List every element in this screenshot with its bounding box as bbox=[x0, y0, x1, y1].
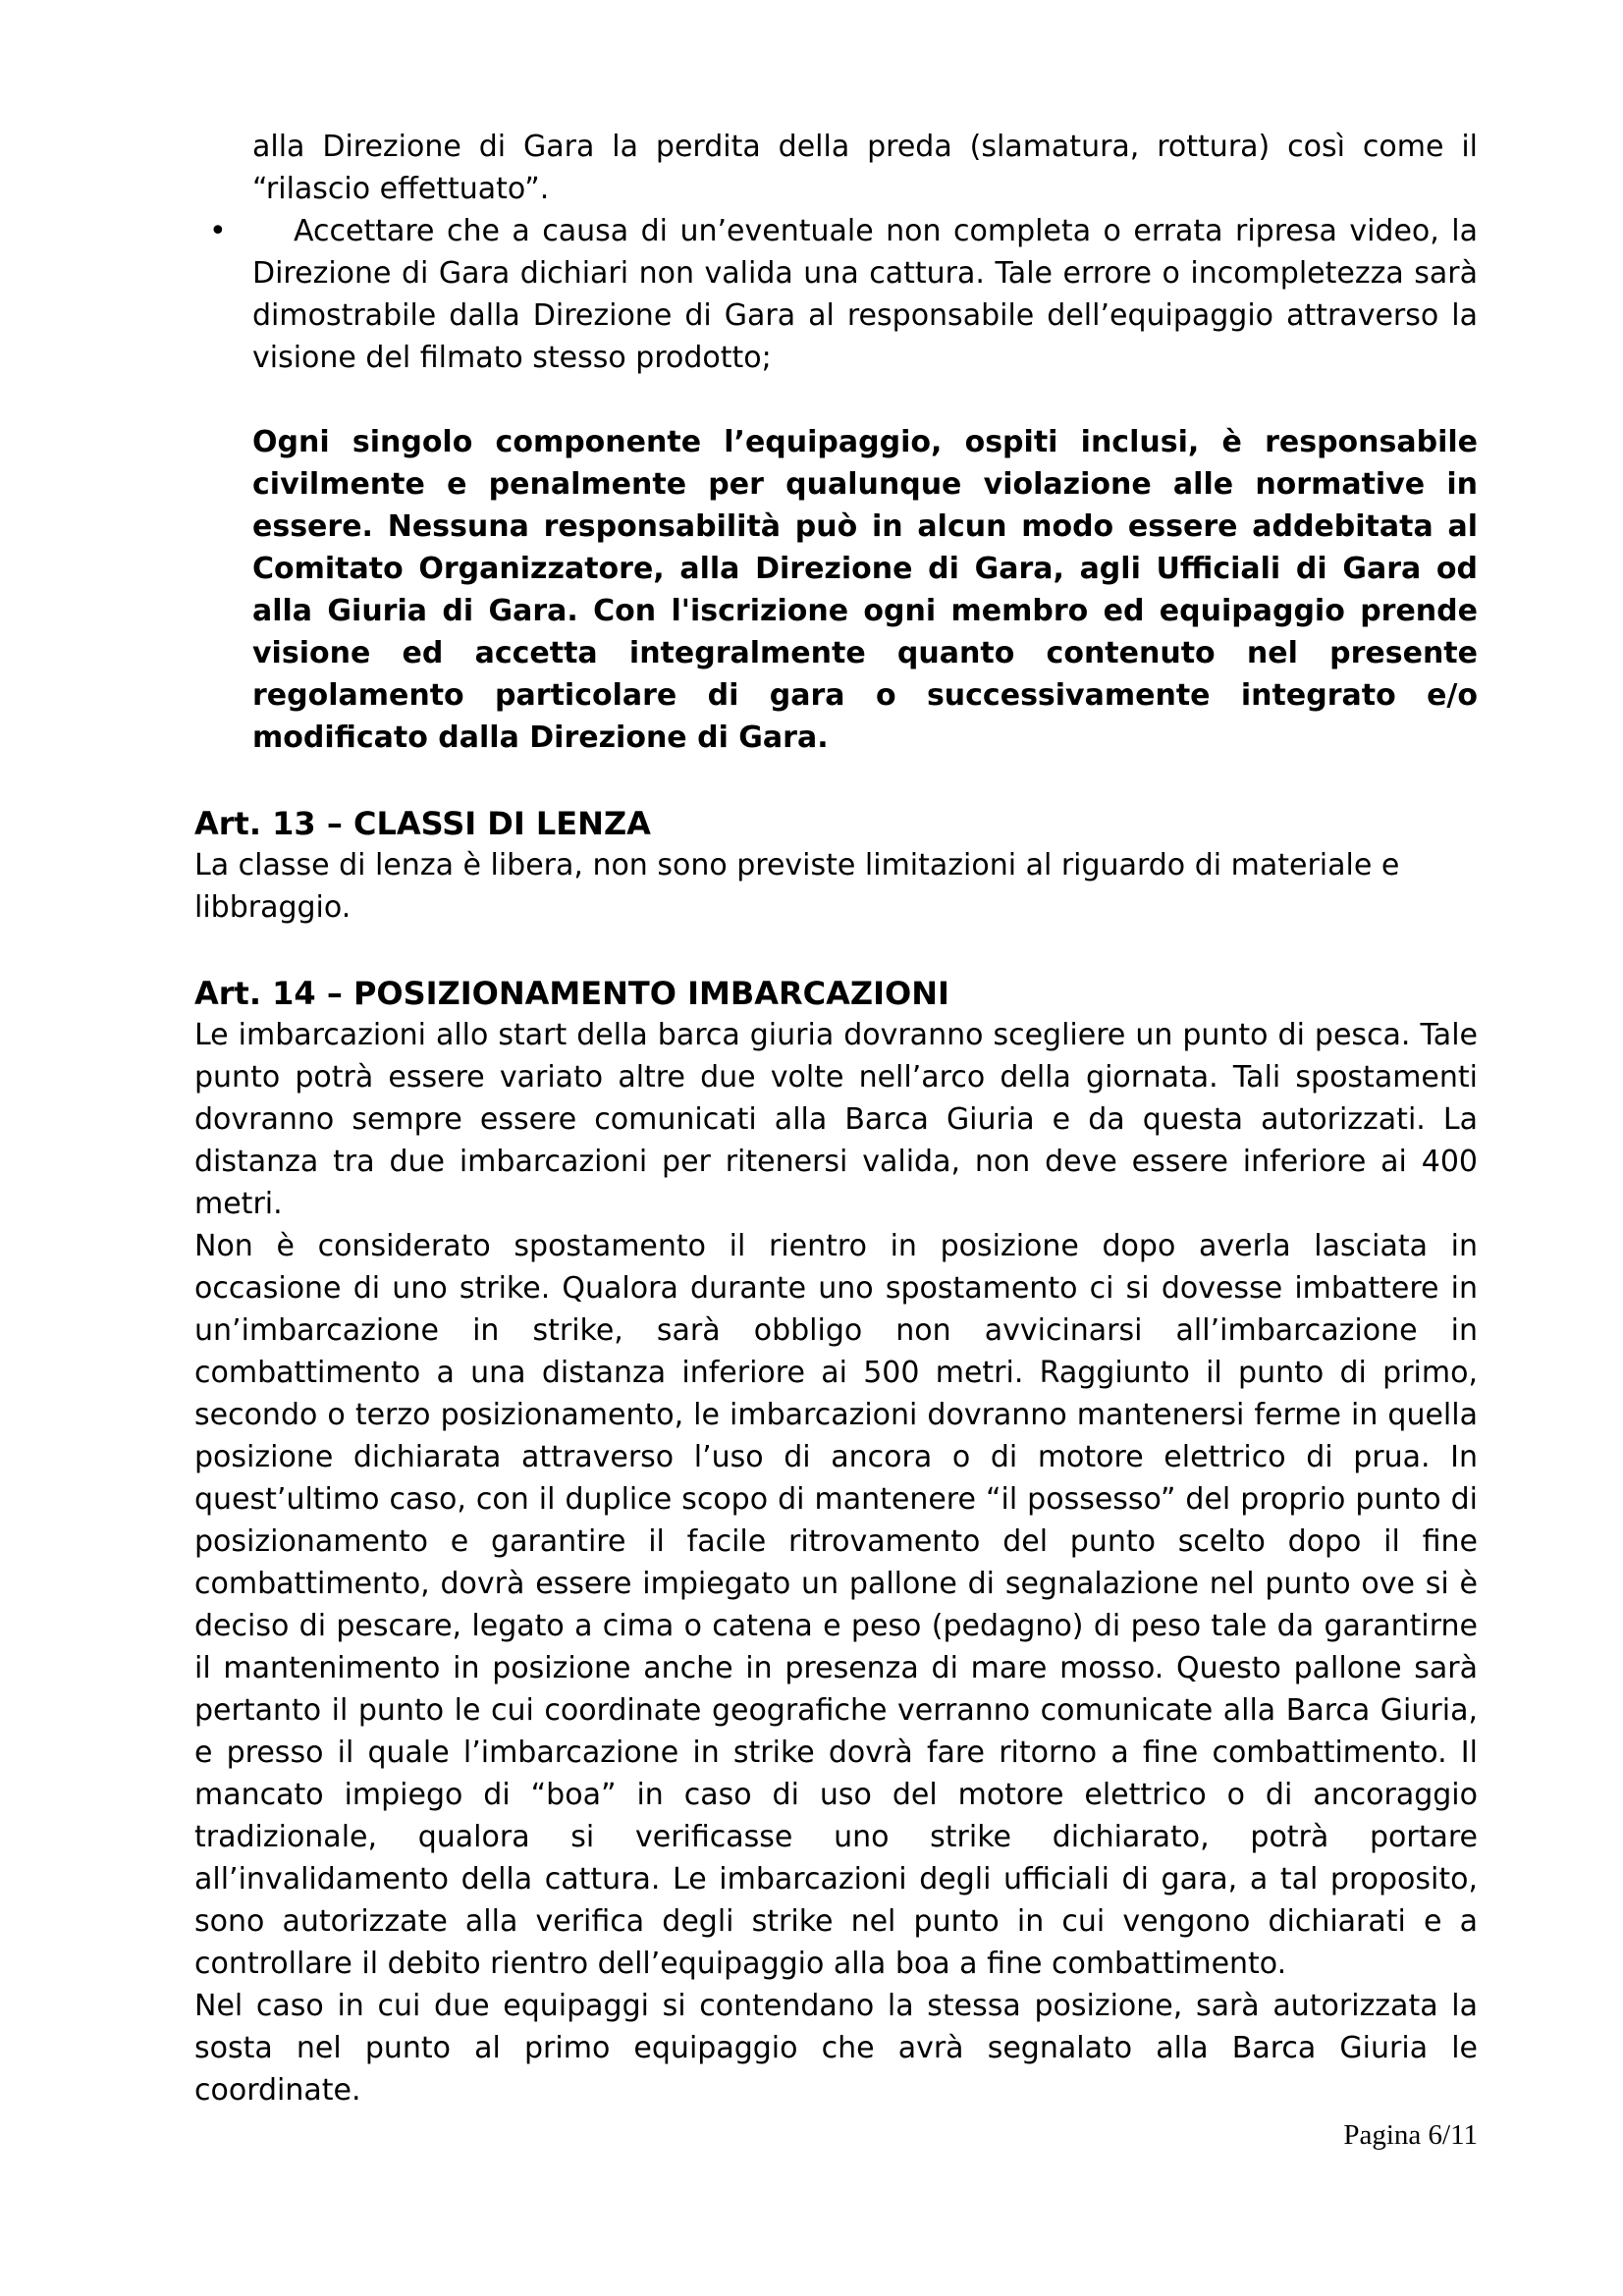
bullet-text: Accettare che a causa di un’eventuale non completa o errata ripresa video, la Direzione di Gara dichiari non valida una cattura. Tale errore o incompletezza sarà dimostrabile dalla Direzione di Gara al responsabile dell’equipaggio attraverso la visione del filmato stesso prodotto; bbox=[252, 214, 1478, 375]
art13-text: La classe di lenza è libera, non sono previste limitazioni al riguardo di materiale e libbraggio. bbox=[194, 848, 1400, 925]
page-content bbox=[194, 126, 1478, 2111]
bold-notice-block bbox=[252, 421, 1478, 759]
bullet-icon: • bbox=[209, 214, 227, 248]
bullet-list-item bbox=[209, 210, 1478, 379]
art14-paragraph-3: Nel caso in cui due equipaggi si contendano la stessa posizione, sarà autorizzata la sosta nel punto al primo equipaggio che avrà segnalato alla Barca Giuria le coordinate. bbox=[194, 1989, 1478, 2108]
art13-heading: Art. 13 – CLASSI DI LENZA bbox=[194, 805, 651, 842]
art14-heading: Art. 14 – POSIZIONAMENTO IMBARCAZIONI bbox=[194, 975, 949, 1012]
bold-notice-text: Ogni singolo componente l’equipaggio, ospiti inclusi, è responsabile civilmente e penalmente per qualunque violazione alle normative in essere. Nessuna responsabilità può in alcun modo essere addebitata al Comitato Organizzatore, alla Direzione di Gara, agli Ufficiali di Gara od alla Giuria di Gara. Con l'iscrizione ogni membro ed equipaggio prende visione ed accetta integralmente quanto contenuto nel presente regolamento particolare di gara o successivamente integrato e/o modificato dalla Direzione di Gara. bbox=[252, 425, 1478, 755]
page-number: Pagina 6/11 bbox=[1343, 2119, 1478, 2151]
art14-paragraph-1: Le imbarcazioni allo start della barca giuria dovranno scegliere un punto di pesca. Tale punto potrà essere variato altre due volte nell’arco della giornata. Tali spostamenti dovranno sempre essere comunicati alla Barca Giuria e da questa autorizzati. La distanza tra due imbarcazioni per ritenersi valida, non deve essere inferiore ai 400 metri. bbox=[194, 1018, 1478, 1221]
continuation-text: alla Direzione di Gara la perdita della preda (slamatura, rottura) così come il “rilascio effettuato”. bbox=[252, 130, 1478, 206]
continuation-block bbox=[252, 126, 1478, 210]
art14-paragraph-2: Non è considerato spostamento il rientro in posizione dopo averla lasciata in occasione di uno strike. Qualora durante uno spostamento ci si dovesse imbattere in un’imbarcazione in strike, sarà obbligo non avvicinarsi all’imbarcazione in combattimento a una distanza inferiore ai 500 metri. Raggiunto il punto di primo, secondo o terzo posizionamento, le imbarcazioni dovranno mantenersi ferme in quella posizione dichiarata attraverso l’uso di ancora o di motore elettrico di prua. In quest’ultimo caso, con il duplice scopo di mantenere “il possesso” del proprio punto di posizionamento e garantire il facile ritrovamento del punto scelto dopo il fine combattimento, dovrà essere impiegato un pallone di segnalazione nel punto ove si è deciso di pescare, legato a cima o catena e peso (pedagno) di peso tale da garantirne il mantenimento in posizione anche in presenza di mare mosso. Questo pallone sarà pertanto il punto le cui coordinate geografiche verranno comunicate alla Barca Giuria, e presso il quale l’imbarcazione in strike dovrà fare ritorno a fine combattimento. Il mancato impiego di “boa” in caso di uso del motore elettrico o di ancoraggio tradizionale, qualora si verificasse uno strike dichiarato, potrà portare all’invalidamento della cattura. Le imbarcazioni degli ufficiali di gara, a tal proposito, sono autorizzate alla verifica degli strike nel punto in cui vengono dichiarati e a controllare il debito rientro dell’equipaggio alla boa a fine combattimento. bbox=[194, 1229, 1478, 1981]
